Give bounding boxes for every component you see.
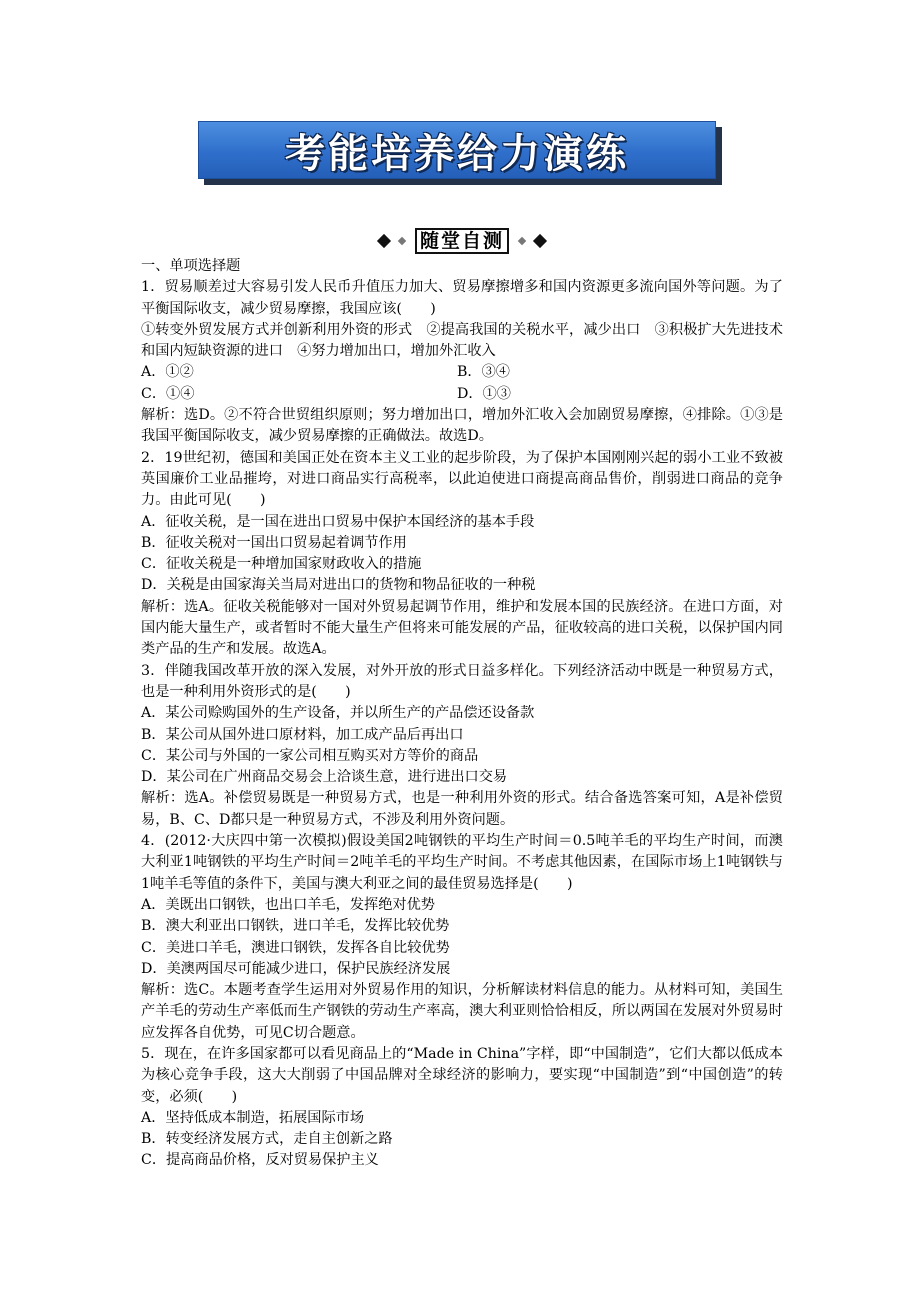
q2-option-c: C．征收关税是一种增加国家财政收入的措施: [141, 556, 422, 573]
q3-option-a: A．某公司赊购国外的生产设备，并以所生产的产品偿还设备款: [141, 705, 535, 722]
q3-option-c: C．某公司与外国的一家公司相互购买对方等价的商品: [141, 747, 479, 764]
q5-option-b: B．转变经济发展方式，走自主创新之路: [141, 1131, 393, 1148]
q1-stem: 1．贸易顺差过大容易引发人民币升值压力加大、贸易摩擦增多和国内资源更多流向国外等问题。为了平衡国际收支，减少贸易摩擦，我国应该( ): [141, 279, 783, 317]
question-list: [141, 256, 783, 1172]
diamond-icon: [533, 234, 547, 248]
q2-analysis: 解析：选A。征收关税能够对一国对外贸易起调节作用，维护和发展本国的民族经济。在进口方面，对国内能大量生产，或者暂时不能大量生产但将来可能发展的产品，征收较高的进口关税，以保护国内同类产品的生产和发展。故选A。: [141, 598, 783, 658]
q5-option-a: A．坚持低成本制造，拓展国际市场: [141, 1109, 365, 1126]
q1-items: ①转变外贸发展方式并创新利用外资的形式 ②提高我国的关税水平，减少出口 ③积极扩大先进技术和国内短缺资源的进口 ④努力增加出口，增加外汇收入: [141, 321, 783, 360]
q3-stem: 3．伴随我国改革开放的深入发展，对外开放的形式日益多样化。下列经济活动中既是一种贸易方式，也是一种利用外资形式的是( ): [141, 662, 783, 700]
q4-analysis: 解析：选C。本题考查学生运用对外贸易作用的知识，分析解读材料信息的能力。从材料可知，美国生产羊毛的劳动生产率低而生产钢铁的劳动生产率高，澳大利亚则恰恰相反，所以两国在发展对外贸易时应发挥各自优势，可见C切合题意。: [141, 982, 783, 1041]
diamond-small-icon: [518, 237, 526, 245]
banner-plate: [198, 121, 716, 179]
q2-stem: 2．19世纪初，德国和美国正处在资本主义工业的起步阶段，为了保护本国刚刚兴起的弱小工业不致被英国廉价工业品摧垮，对进口商品实行高税率，以此迫使进口商提高商品售价，削弱进口商品的竞争力。由此可见( ): [141, 449, 783, 509]
q4-option-a: A．美既出口钢铁，也出口羊毛，发挥绝对优势: [141, 896, 435, 913]
q3-option-d: D．某公司在广州商品交易会上洽谈生意，进行进出口交易: [141, 769, 508, 786]
q1-analysis: 解析：选D。②不符合世贸组织原则；努力增加出口，增加外汇收入会加剧贸易摩擦，④排除。①③是我国平衡国际收支，减少贸易摩擦的正确做法。故选D。: [141, 407, 783, 445]
q1-options-row1: [141, 362, 783, 383]
q4-option-d: D．美澳两国尽可能减少进口，保护民族经济发展: [141, 960, 451, 977]
q5-stem: 5．现在，在许多国家都可以看见商品上的“Made in China”字样，即“中国制造”，它们大都以低成本为核心竞争手段，这大大削弱了中国品牌对全球经济的影响力，要实现“中国制造”到“中国创造”的转变，必须( ): [141, 1045, 783, 1105]
q3-option-b: B．某公司从国外进口原材料，加工成产品后再出口: [141, 726, 464, 743]
q5-option-c: C．提高商品价格，反对贸易保护主义: [141, 1152, 379, 1169]
diamond-small-icon: [398, 237, 406, 245]
q1-option-a: A．①②: [141, 364, 194, 381]
q4-option-c: C．美进口羊毛，澳进口钢铁，发挥各自比较优势: [141, 939, 450, 956]
q1-options-row2: [141, 384, 783, 405]
banner-title: 考能培养给力演练: [285, 130, 629, 177]
q4-option-b: B．澳大利亚出口钢铁，进口羊毛，发挥比较优势: [141, 918, 450, 935]
title-banner: [198, 121, 722, 185]
q2-option-d: D．关税是由国家海关当局对进出口的货物和物品征收的一种税: [141, 577, 536, 594]
q1-option-c: C．①④: [141, 385, 195, 402]
q3-analysis: 解析：选A。补偿贸易既是一种贸易方式，也是一种利用外资的形式。结合备选答案可知，A是补偿贸易，B、C、D都只是一种贸易方式，不涉及利用外资问题。: [141, 790, 783, 828]
q2-option-a: A．征收关税，是一国在进出口贸易中保护本国经济的基本手段: [141, 513, 535, 530]
diamond-icon: [377, 234, 391, 248]
section-title: 随堂自测: [415, 228, 509, 254]
q2-option-b: B．征收关税对一国出口贸易起着调节作用: [141, 534, 407, 551]
q1-option-d: D．①③: [457, 385, 511, 402]
q4-stem: 4．(2012·大庆四中第一次模拟)假设美国2吨钢铁的平均生产时间＝0.5吨羊毛的平均生产时间，而澳大利亚1吨钢铁的平均生产时间＝2吨羊毛的平均生产时间。不考虑其他因素，在国际市场上1吨钢铁与1吨羊毛等值的条件下，美国与澳大利亚之间的最佳贸易选择是( ): [141, 833, 783, 892]
section-header: [362, 228, 562, 254]
section-heading: 一、单项选择题: [141, 258, 241, 274]
q1-option-b: B．③④: [457, 364, 510, 381]
